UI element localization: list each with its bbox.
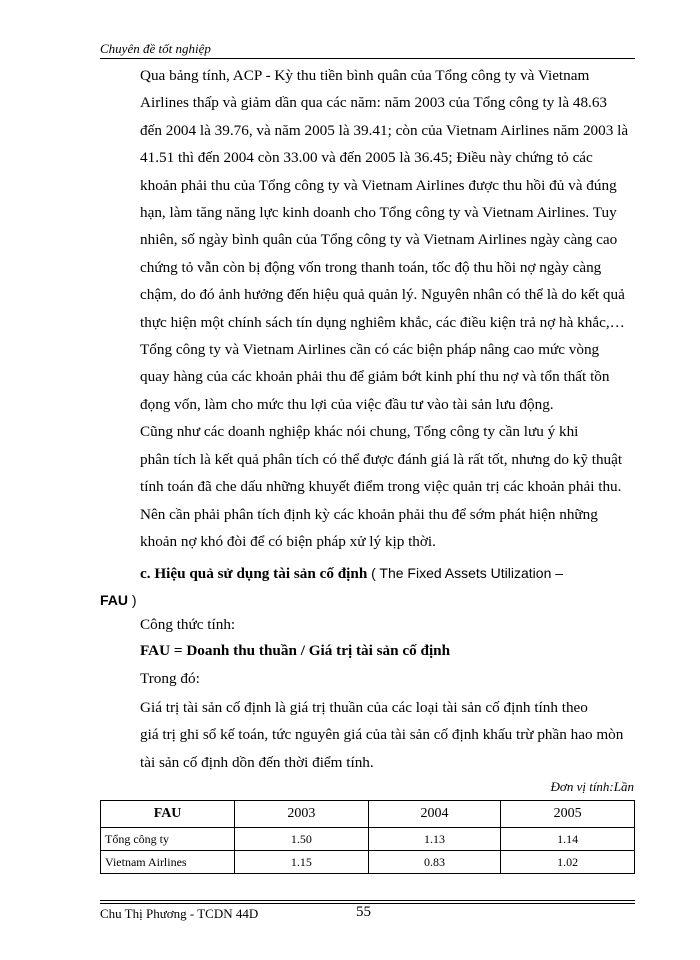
paragraph-fixed-asset-definition [100,694,635,776]
text-line: Nên cần phải phân tích định kỳ các khoản phải thu để sớm phát hiện những [140,505,598,523]
formula-label: Công thức tính: [140,616,236,633]
text-line: tài sản cố định dồn đến thời điểm tính. [140,753,374,771]
definition-text [100,694,635,776]
table-header-row [101,801,635,828]
text-line: nhiên, số ngày bình quân của Tổng công ty và Vietnam Airlines ngày càng cao [140,231,618,249]
text-line: Airlines thấp và giảm dần qua các năm: năm 2003 của Tổng công ty là 48.63 [140,94,608,112]
table-cell: 0.83 [368,851,501,874]
footer-author: Chu Thị Phương - TCDN 44D [100,906,259,921]
table-cell: 1.13 [368,828,501,851]
text-line: chậm, do đó ảnh hưởng đến hiệu quả quản lý. Nguyên nhân có thể là do kết quả [140,286,625,304]
row-label: Tổng công ty [101,828,235,851]
where-label: Trong đó: [140,670,200,687]
running-header: Chuyên đề tốt nghiệp [100,41,211,56]
row-label: Vietnam Airlines [101,851,235,874]
section-acronym: FAU [100,592,128,609]
text-line: chứng tỏ vẫn còn bị động vốn trong thanh toán, tốc độ thu hồi nợ ngày càng [140,258,602,276]
header-cell-2005: 2005 [501,801,635,828]
text-line: hạn, làm tăng năng lực kinh doanh cho Tổng công ty và Vietnam Airlines. Tuy [140,204,617,222]
footer-rule [100,900,635,901]
table-cell: 1.14 [501,828,635,851]
text-line: quay hàng của các khoản phải thu để giảm bớt kinh phí thu nợ và tổn thất tồn [140,368,610,386]
text-line: giá trị ghi sổ kế toán, tức nguyên giá của tài sản cố định khấu trừ phần hao mòn [140,726,624,744]
body-text [100,62,635,555]
text-line: Qua bảng tính, ACP - Kỳ thu tiền bình quân của Tổng công ty và Vietnam [140,67,590,84]
table-row [101,851,635,874]
text-line: phân tích là kết quả phân tích có thể được đánh giá là rất tốt, nhưng do kỹ thuật [140,450,623,468]
header-cell-2003: 2003 [235,801,369,828]
fau-table [100,800,635,874]
section-close-paren: ) [128,592,137,609]
paragraph-acp-analysis [100,62,635,418]
text-line: tính toán đã che dấu những khuyết điểm trong việc quản trị các khoản phải thu. [140,478,622,496]
section-heading-fau [100,560,635,615]
text-line: đọng vốn, làm cho mức thu lợi của việc đầu tư vào tài sản lưu động. [140,395,554,413]
header-rule [100,58,635,59]
header-cell-fau: FAU [101,801,235,828]
text-line: Cũng như các doanh nghiệp khác nói chung, Tổng công ty cần lưu ý khi [140,423,579,441]
section-title: c. Hiệu quả sử dụng tài sản cố định [140,565,368,582]
text-line: Giá trị tài sản cố định là giá trị thuần của các loại tài sản cố định tính theo [140,699,588,716]
text-line: Tổng công ty và Vietnam Airlines cần có các biện pháp nâng cao mức vòng [140,341,600,359]
unit-label: Đơn vị tính:Lần [550,779,634,794]
table-cell: 1.50 [235,828,369,851]
section-english-title: ( The Fixed Assets Utilization – [371,565,564,581]
fau-formula: FAU = Doanh thu thuần / Giá trị tài sản cố định [140,642,451,659]
text-line: khoản nợ khó đòi để có biện pháp xử lý kịp thời. [140,532,436,550]
table-row [101,828,635,851]
text-line: khoản phải thu của Tổng công ty và Vietnam Airlines được thu hồi đủ và đúng [140,176,617,194]
page-number: 55 [356,904,371,920]
text-line: 41.51 thì đến 2004 còn 33.00 và đến 2005 là 36.45; Điều này chứng tỏ các [140,149,593,167]
table-cell: 1.02 [501,851,635,874]
text-line: thực hiện một chính sách tín dụng nghiêm khắc, các điều kiện trả nợ hà khắc,… [140,313,625,331]
header-cell-2004: 2004 [368,801,501,828]
table-cell: 1.15 [235,851,369,874]
paragraph-receivables-note [100,418,635,555]
text-line: đến 2004 là 39.76, và năm 2005 là 39.41; còn của Vietnam Airlines năm 2003 là [140,121,629,139]
